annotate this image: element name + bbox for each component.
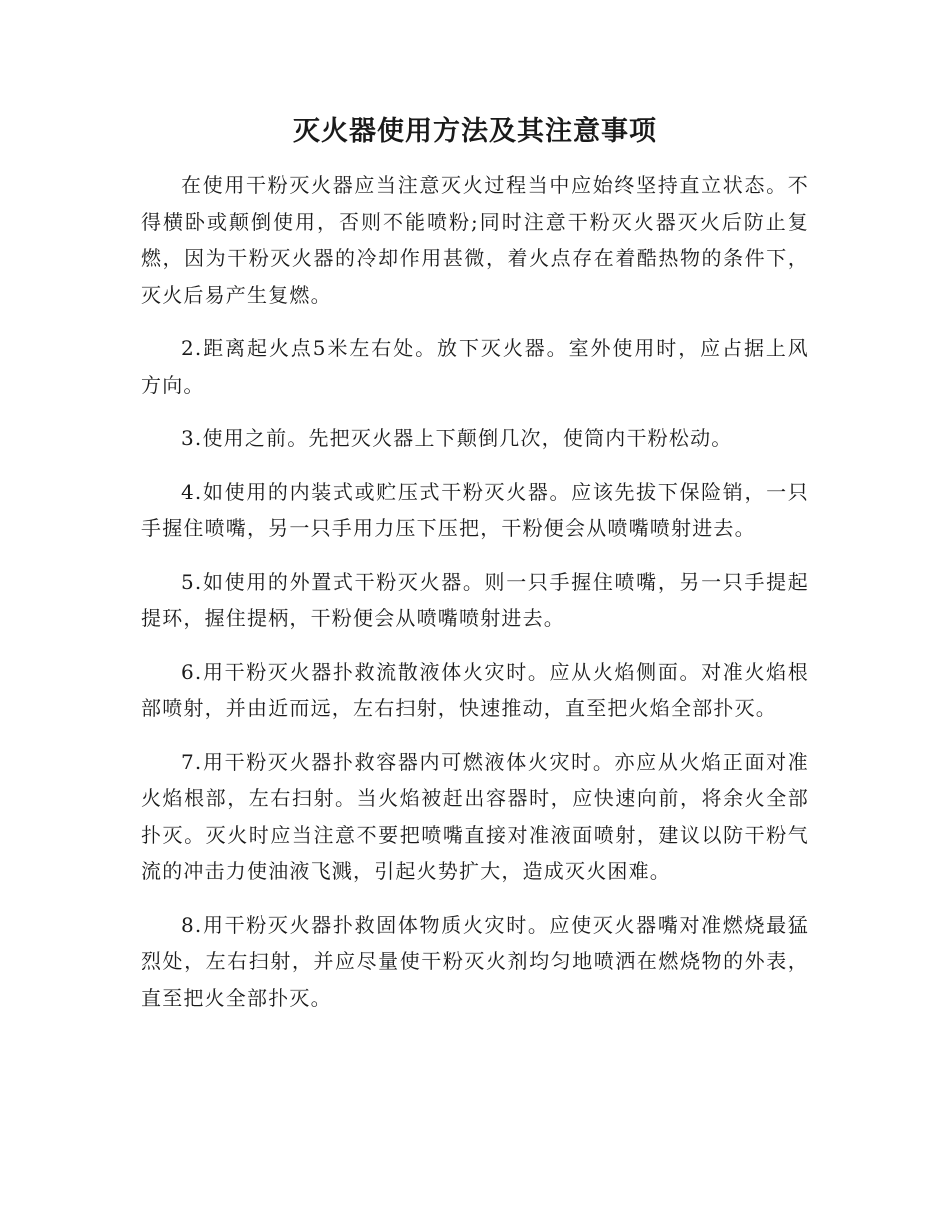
paragraph-step-8: 8.用干粉灭火器扑救固体物质火灾时。应使灭火器嘴对准燃烧最猛烈处，左右扫射，并应尽量使干粉灭火剂均匀地喷洒在燃烧物的外表，直至把火全部扑灭。 (141, 912, 809, 1010)
paragraph-step-6: 6.用干粉灭火器扑救流散液体火灾时。应从火焰侧面。对准火焰根部喷射，并由近而远，左右扫射，快速推动，直至把火焰全部扑灭。 (141, 659, 809, 720)
paragraph-step-7: 7.用干粉灭火器扑救容器内可燃液体火灾时。亦应从火焰正面对准火焰根部，左右扫射。当火焰被赶出容器时，应快速向前，将余火全部扑灭。灭火时应当注意不要把喷嘴直接对准液面喷射，建议以防干粉气流的冲击力使油液飞溅，引起火势扩大，造成灭火困难。 (141, 749, 809, 883)
paragraph-intro: 在使用干粉灭火器应当注意灭火过程当中应始终坚持直立状态。不得横卧或颠倒使用，否则不能喷粉;同时注意干粉灭火器灭火后防止复燃，因为干粉灭火器的冷却作用甚微，着火点存在着酷热物的条件下，灭火后易产生复燃。 (141, 173, 809, 307)
paragraph-step-2: 2.距离起火点5米左右处。放下灭火器。室外使用时，应占据上风方向。 (141, 336, 809, 397)
paragraph-step-3: 3.使用之前。先把灭火器上下颠倒几次，使筒内干粉松动。 (181, 426, 733, 450)
document-title: 灭火器使用方法及其注意事项 (293, 116, 657, 147)
paragraph-step-4: 4.如使用的内装式或贮压式干粉灭火器。应该先拔下保险销，一只手握住喷嘴，另一只手用力压下压把，干粉便会从喷嘴喷射进去。 (141, 479, 809, 540)
paragraph-step-5: 5.如使用的外置式干粉灭火器。则一只手握住喷嘴，另一只手提起提环，握住提柄，干粉便会从喷嘴喷射进去。 (141, 569, 809, 630)
document-page (141, 112, 809, 1016)
